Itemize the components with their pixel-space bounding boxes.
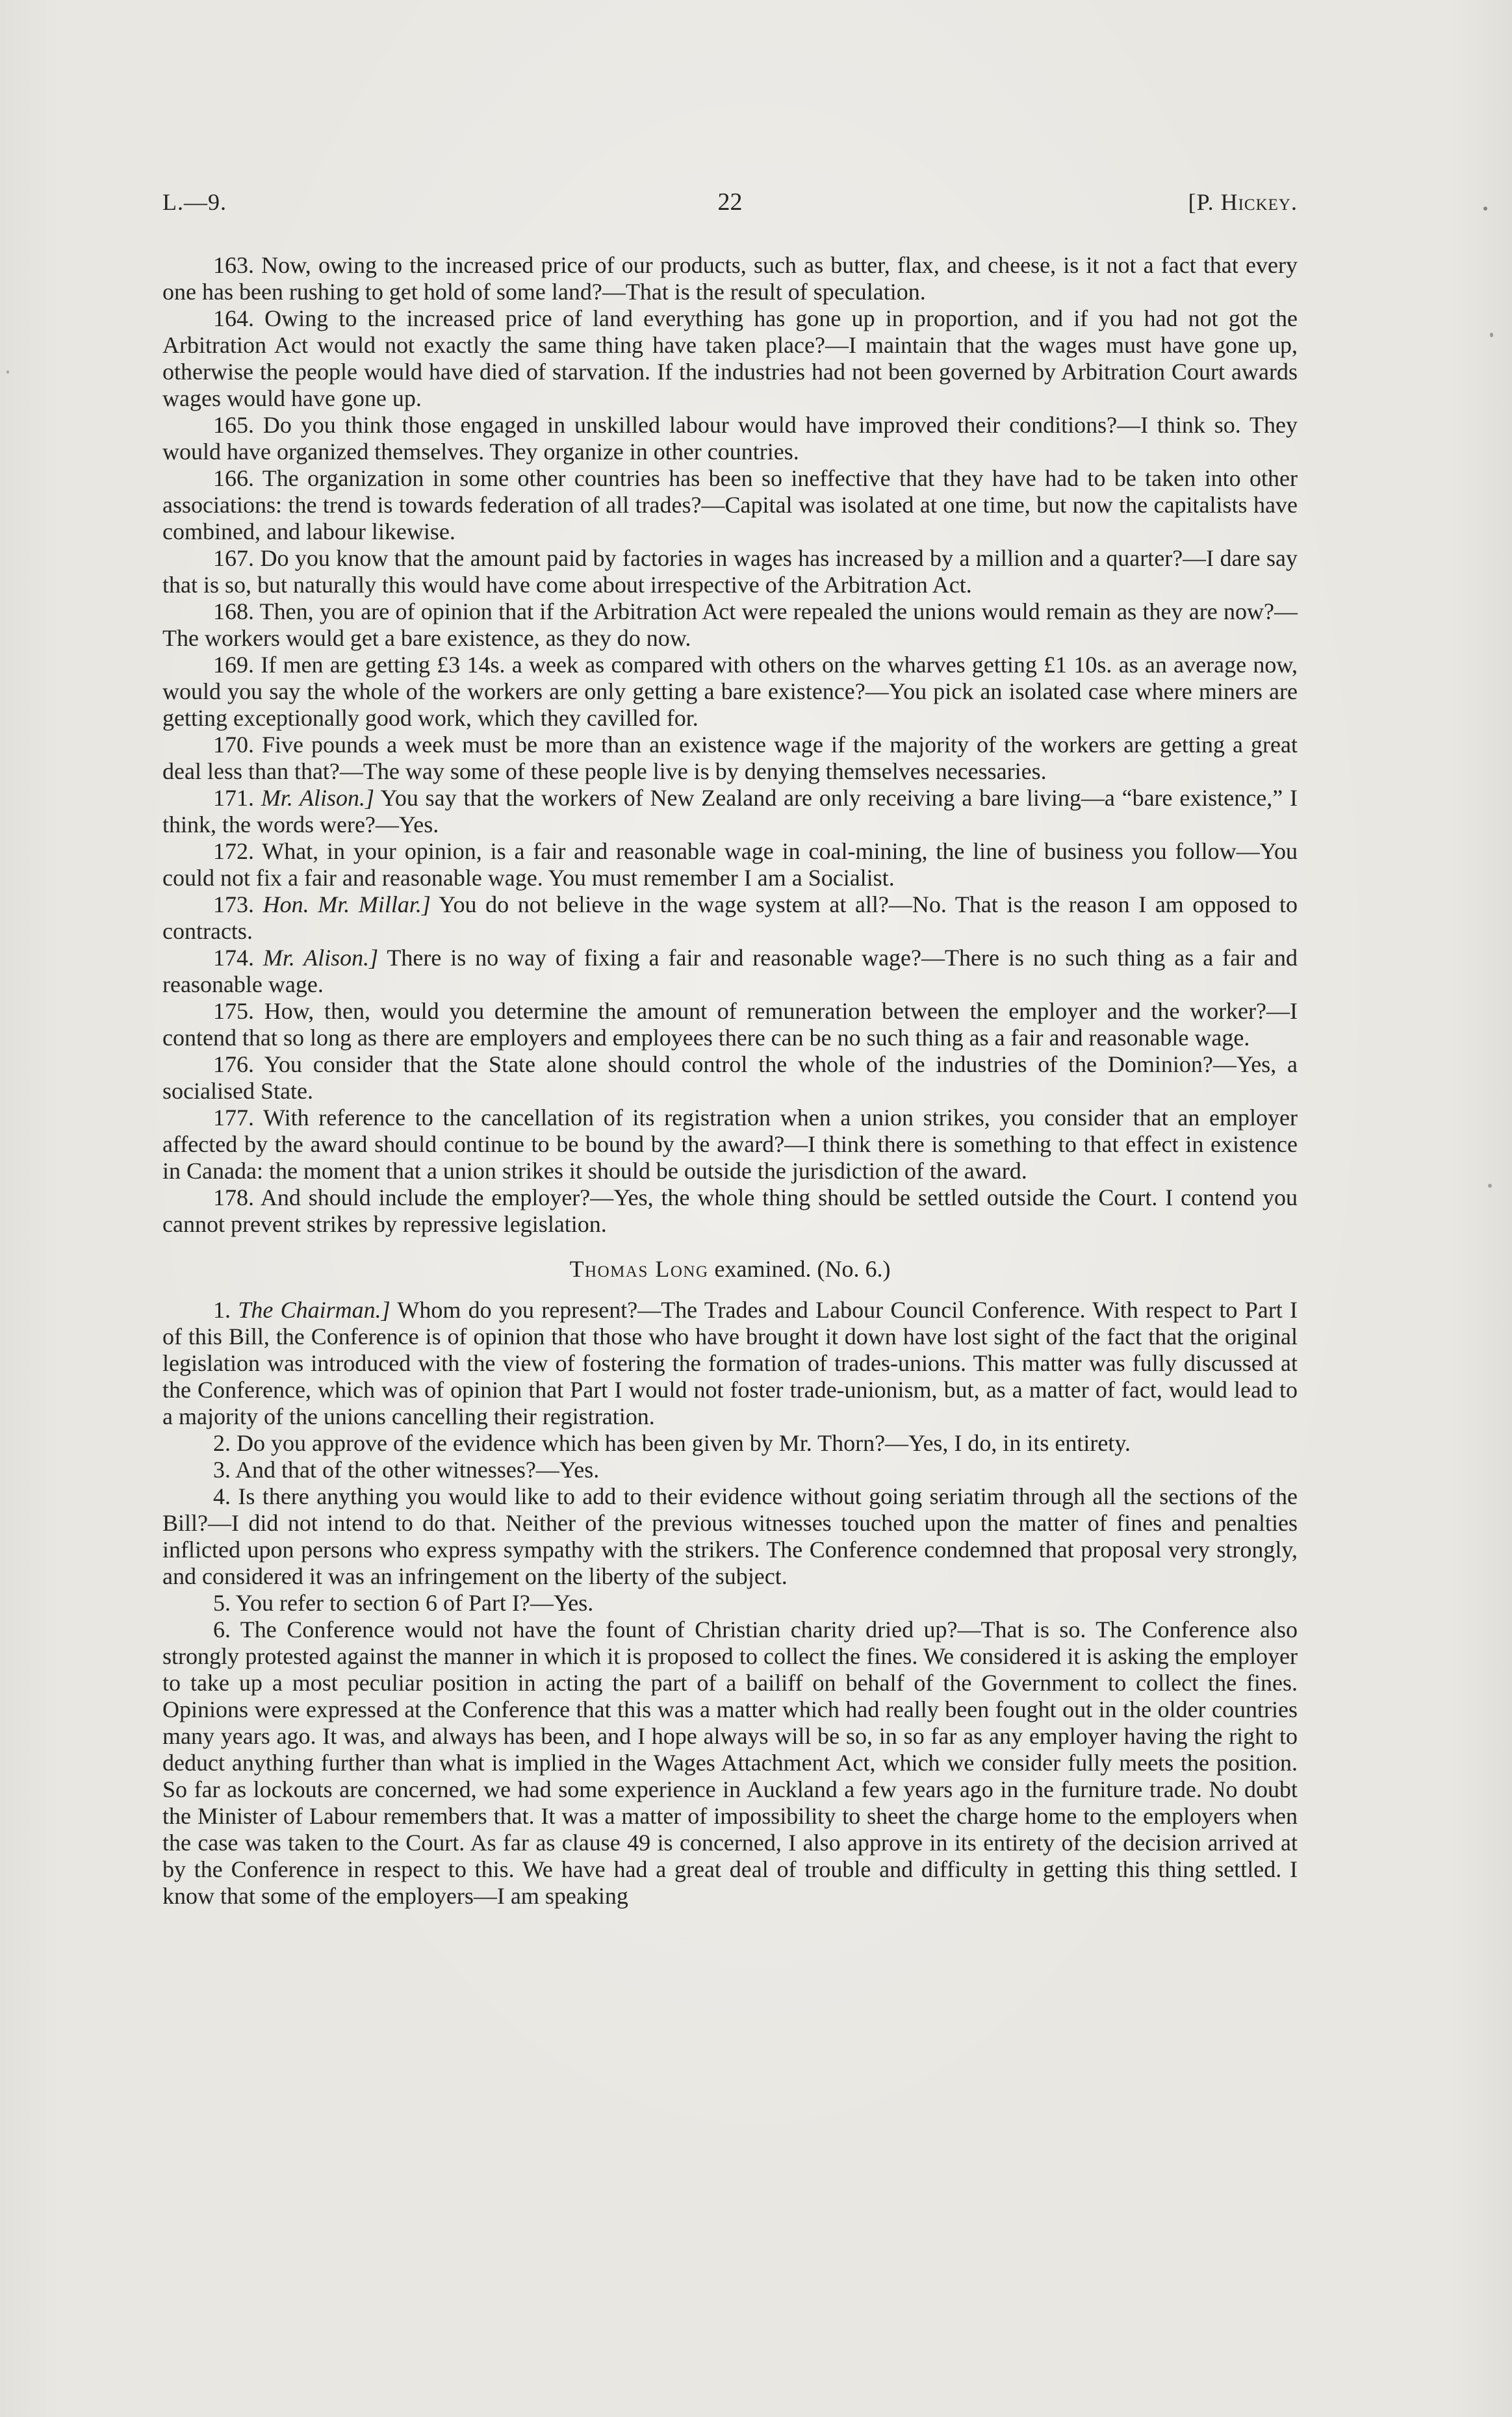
testimony-paragraph (162, 1590, 1298, 1617)
header-document-number: L.—9. (162, 189, 227, 215)
scan-artifact (1488, 1184, 1492, 1188)
testimony-paragraph (162, 305, 1298, 412)
witness-section-heading (162, 1256, 1298, 1283)
testimony-paragraph (162, 785, 1298, 838)
text-segment: 166. The organization in some other countries has been so ineffective that they have had to be taken into other associations: the trend is towards federation of all trades?—Capital was isolated at one time, but now the capitalists have combined, and labour likewise. (162, 465, 1298, 544)
speaker-name: Hon. Mr. Millar.] (263, 891, 431, 917)
text-segment: 2. Do you approve of the evidence which has been given by Mr. Thorn?—Yes, I do, in its entirety. (213, 1430, 1131, 1456)
scan-artifact (1490, 333, 1493, 337)
text-segment: Whom do you represent?—The Trades and Labour Council Conference. With respect to Part I of this Bill, the Conference is of opinion that those who have brought it down have lost sight of the fact that the original legislation was introduced with the view of fostering the formation of trades-unions. This matter was fully discussed at the Conference, which was of opinion that Part I would not foster trade-unionism, but, as a matter of fact, would lead to a majority of the unions cancelling their registration. (162, 1297, 1298, 1429)
header-witness-name: [P. Hickey. (1188, 189, 1298, 215)
text-segment: 177. With reference to the cancellation of its registration when a union strikes, you consider that an employer affected by the award should continue to be bound by the award?—I think there is something to that effect in existence in Canada: the moment that a union strikes it should be outside the jurisdiction of the award. (162, 1105, 1298, 1184)
testimony-paragraph (162, 945, 1298, 998)
text-segment: 170. Five pounds a week must be more than an existence wage if the majority of the workers are getting a great deal less than that?—The way some of these people live is by denying themselves necessaries. (162, 732, 1298, 784)
text-segment: 175. How, then, would you determine the amount of remuneration between the employer and the worker?—I contend that so long as there are employers and employees there can be no such thing as a fair and reasonable wage. (162, 998, 1298, 1051)
testimony-paragraph (162, 732, 1298, 785)
testimony-paragraph (162, 1617, 1298, 1910)
testimony-paragraph (162, 838, 1298, 891)
testimony-paragraph (162, 1483, 1298, 1590)
testimony-paragraph (162, 998, 1298, 1051)
text-segment: 174. (213, 945, 263, 971)
testimony-paragraph (162, 1051, 1298, 1105)
text-segment: 1. (213, 1297, 238, 1323)
document-body (162, 252, 1298, 1910)
testimony-paragraph (162, 1297, 1298, 1430)
testimony-paragraph (162, 252, 1298, 305)
testimony-paragraph (162, 412, 1298, 465)
testimony-paragraph (162, 465, 1298, 545)
testimony-paragraph (162, 1105, 1298, 1184)
speaker-name: Mr. Alison.] (263, 945, 379, 971)
testimony-paragraph (162, 545, 1298, 598)
text-segment: 165. Do you think those engaged in unskilled labour would have improved their conditions?—I think so. They would have organized themselves. They organize in other countries. (162, 412, 1298, 465)
witness-name: Thomas Long (569, 1256, 709, 1282)
testimony-paragraph (162, 1457, 1298, 1483)
text-segment: examined. (No. 6.) (708, 1256, 891, 1282)
text-segment: You say that the workers of New Zealand are only receiving a bare living—a “bare existence,” I think, the words were?—Yes. (162, 785, 1298, 838)
text-segment: 163. Now, owing to the increased price of our products, such as butter, flax, and cheese, is it not a fact that every one has been rushing to get hold of some land?—That is the result of speculation. (162, 252, 1298, 305)
page-number: 22 (717, 188, 743, 216)
testimony-paragraph (162, 1184, 1298, 1238)
scan-artifact (1483, 207, 1487, 211)
speaker-name: Mr. Alison.] (261, 785, 374, 811)
testimony-paragraph (162, 652, 1298, 732)
text-segment: 178. And should include the employer?—Yes, the whole thing should be settled outside the Court. I contend you cannot prevent strikes by repressive legislation. (162, 1184, 1298, 1237)
text-segment: 173. (213, 891, 263, 917)
testimony-paragraph (162, 598, 1298, 652)
text-segment: 176. You consider that the State alone should control the whole of the industries of the Dominion?—Yes, a socialised State. (162, 1051, 1298, 1104)
text-segment: 3. And that of the other witnesses?—Yes. (213, 1457, 600, 1483)
text-segment: There is no way of fixing a fair and reasonable wage?—There is no such thing as a fair and reasonable wage. (162, 945, 1298, 997)
scan-artifact (6, 370, 9, 374)
text-segment: 167. Do you know that the amount paid by factories in wages has increased by a million and a quarter?—I dare say that is so, but naturally this would have come about irrespective of the Arbitration Act. (162, 545, 1298, 598)
text-segment: 4. Is there anything you would like to add to their evidence without going seriatim through all the sections of the Bill?—I did not intend to do that. Neither of the previous witnesses touched upon the matter of fines and penalties inflicted upon persons who express sympathy with the strikers. The Conference condemned that proposal very strongly, and considered it was an infringement on the liberty of the subject. (162, 1483, 1298, 1589)
text-segment: You do not believe in the wage system at all?—No. That is the reason I am opposed to contracts. (162, 891, 1298, 944)
text-segment: 6. The Conference would not have the fount of Christian charity dried up?—That is so. The Conference also strongly protested against the manner in which it is proposed to collect the fines. We considered it is asking the employer to take up a most peculiar position in acting the part of a bailiff on behalf of the Government to collect the fines. Opinions were expressed at the Conference that this was a matter which had really been fought out in the older countries many years ago. It was, and always has been, and I hope always will be so, in so far as any employer having the right to deduct anything further than what is implied in the Wages Attachment Act, which we consider fully meets the position. So far as lockouts are concerned, we had some experience in Auckland a few years ago in the furniture trade. No doubt the Minister of Labour remembers that. It was a matter of impossibility to sheet the charge home to the employers when the case was taken to the Court. As far as clause 49 is concerned, I also approve in its entirety of the decision arrived at by the Conference in respect to this. We have had a great deal of trouble and difficulty in getting this thing settled. I know that some of the employers—I am speaking (162, 1617, 1298, 1909)
testimony-paragraph (162, 891, 1298, 945)
text-segment: 172. What, in your opinion, is a fair and reasonable wage in coal-mining, the line of business you follow—You could not fix a fair and reasonable wage. You must remember I am a Socialist. (162, 838, 1298, 891)
speaker-name: The Chairman.] (238, 1297, 391, 1323)
testimony-paragraph (162, 1430, 1298, 1457)
text-segment: 171. (213, 785, 261, 811)
text-segment: 164. Owing to the increased price of land everything has gone up in proportion, and if you had not got the Arbitration Act would not exactly the same thing have taken place?—I maintain that the wages must have gone up, otherwise the people would have died of starvation. If the industries had not been governed by Arbitration Court awards wages would have gone up. (162, 305, 1298, 411)
text-segment: 168. Then, you are of opinion that if the Arbitration Act were repealed the unions would remain as they are now?—The workers would get a bare existence, as they do now. (162, 598, 1298, 651)
page-header (162, 188, 1298, 216)
text-segment: 5. You refer to section 6 of Part I?—Yes. (213, 1590, 594, 1616)
text-segment: 169. If men are getting £3 14s. a week as compared with others on the wharves getting £1 10s. as an average now, would you say the whole of the workers are only getting a bare existence?—You pick an isolated case where miners are getting exceptionally good work, which they cavilled for. (162, 652, 1298, 731)
